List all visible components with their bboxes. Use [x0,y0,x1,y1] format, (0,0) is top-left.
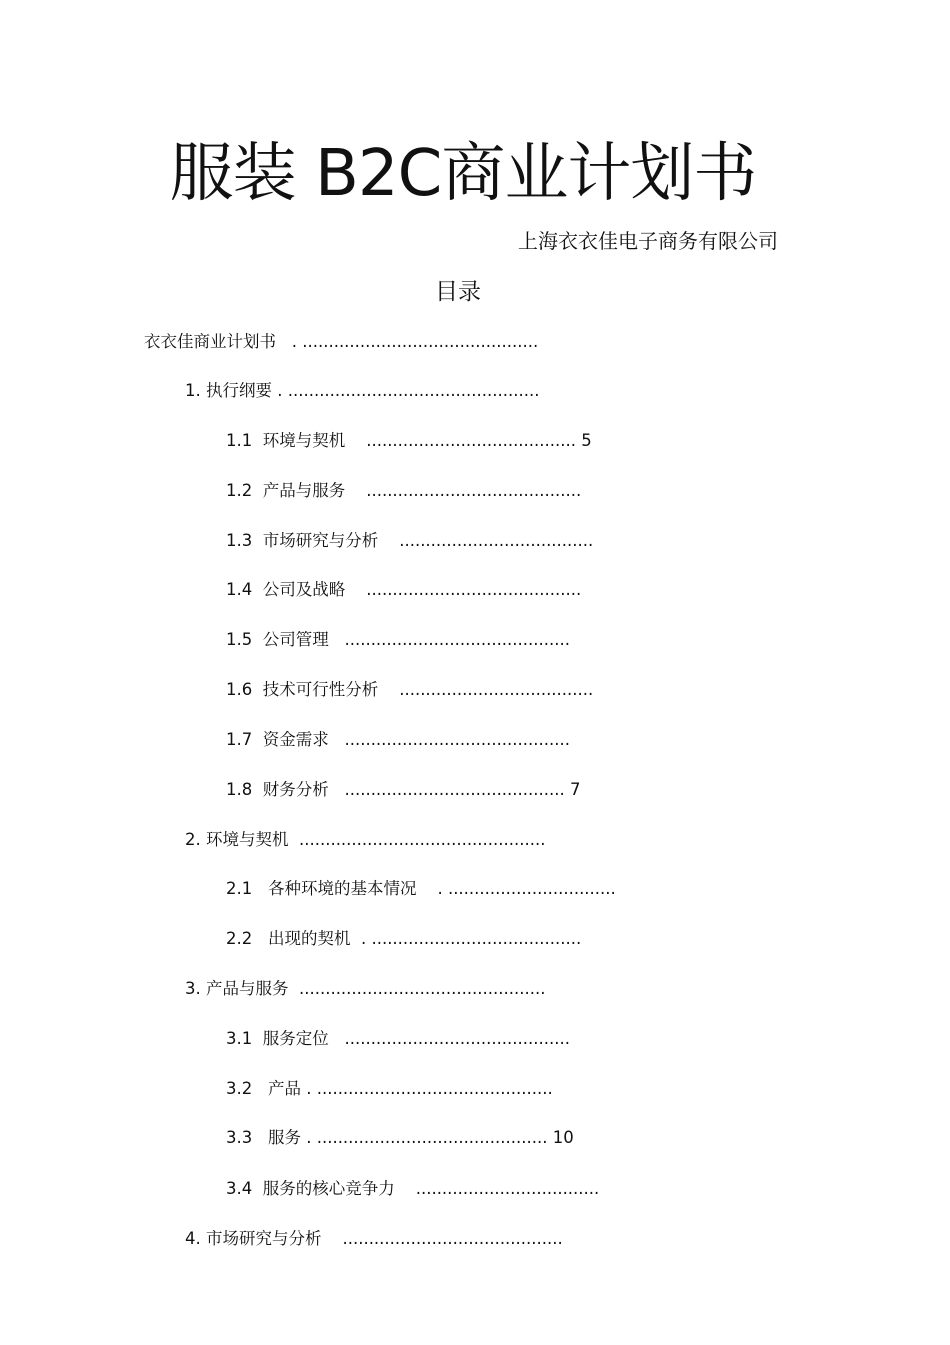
toc-entry: 3.1 服务定位 ........................................... [226,1029,570,1048]
toc-entry: 1.7 资金需求 ........................................... [226,730,570,749]
toc-entry: 1. 执行纲要 . ................................................ [185,381,540,400]
toc-entry: 3.3 服务 . ............................................ 10 [226,1128,574,1147]
toc-heading: 目录 [435,279,481,305]
toc-entry: 2.1 各种环境的基本情况 . ................................ [226,879,616,898]
toc-entry: 1.8 财务分析 .......................................... 7 [226,780,581,799]
document-title: 服装 B2C商业计划书 [169,137,757,211]
toc-entry: 3. 产品与服务 ............................................... [185,979,546,998]
toc-entry: 1.2 产品与服务 ......................................... [226,481,582,500]
company-name: 上海衣衣佳电子商务有限公司 [518,229,778,253]
toc-entry: 3.2 产品 . ............................................. [226,1079,553,1098]
toc-entry: 4. 市场研究与分析 .......................................... [185,1229,563,1248]
toc-entry: 3.4 服务的核心竞争力 ................................... [226,1179,600,1198]
toc-entry: 1.4 公司及战略 ......................................... [226,580,582,599]
toc-entry: 1.3 市场研究与分析 ..................................... [226,531,594,550]
toc-entry: 衣衣佳商业计划书 . ............................................. [144,332,539,351]
toc-entry: 1.6 技术可行性分析 ..................................... [226,680,594,699]
toc-entry: 2.2 出现的契机 . ........................................ [226,929,582,948]
toc-entry: 1.1 环境与契机 ........................................ 5 [226,431,592,450]
toc-entry: 1.5 公司管理 ........................................... [226,630,570,649]
toc-entry: 2. 环境与契机 ............................................... [185,830,546,849]
